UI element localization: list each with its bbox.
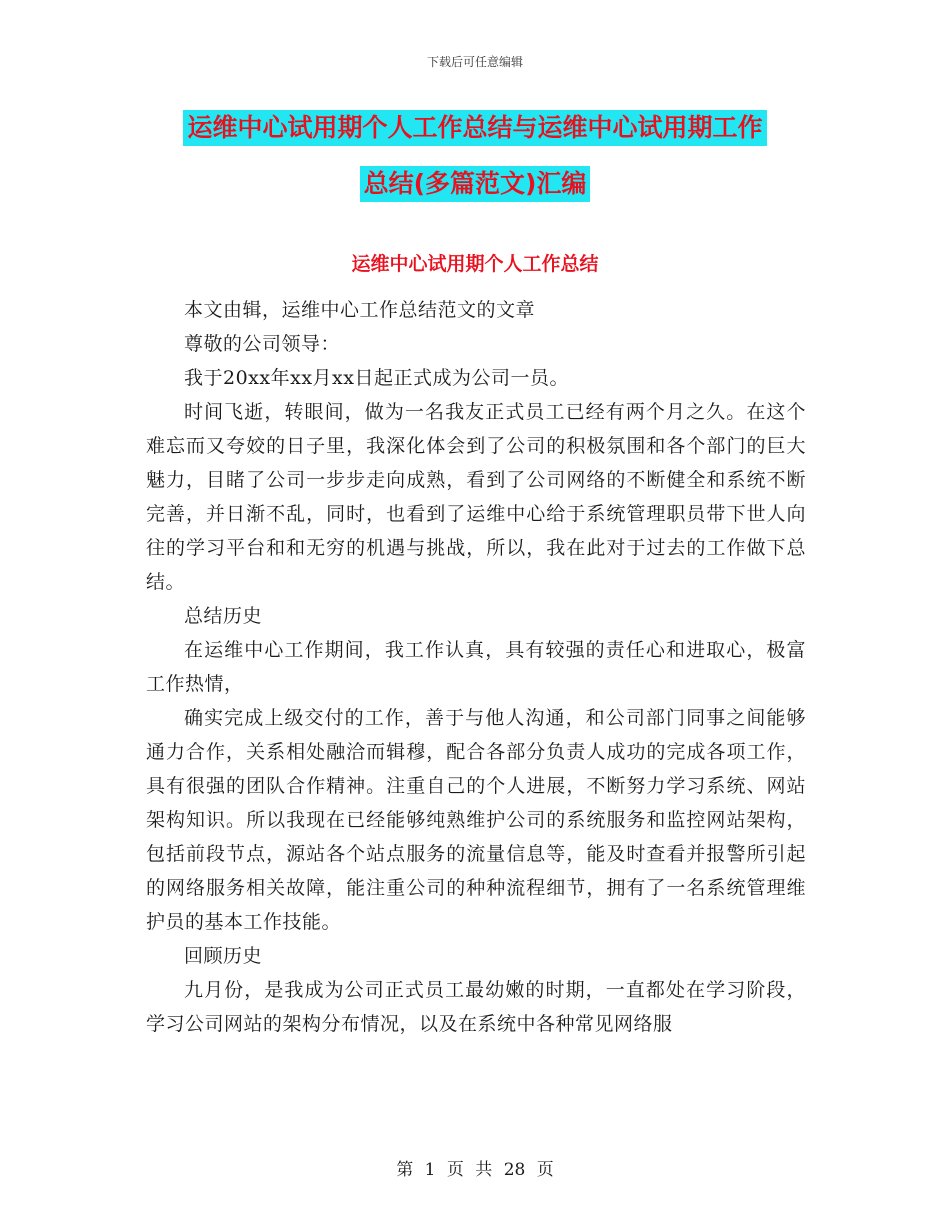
paragraph: 九月份，是我成为公司正式员工最幼嫩的时期，一直都处在学习阶段，学习公司网站的架构分布情况，以及在系统中各种常见网络服	[146, 979, 806, 1035]
section-title: 运维中心试用期个人工作总结	[351, 253, 599, 275]
paragraph: 本文由辑，运维中心工作总结范文的文章	[184, 299, 536, 321]
header-note: 下载后可任意编辑	[426, 55, 523, 69]
paragraph: 时间飞逝，转眼间，做为一名我友正式员工已经有两个月之久。在这个难忘而又夸姣的日子里，我深化体会到了公司的积极氛围和各个部门的巨大魅力，目睹了公司一步步走向成熟，看到了公司网络的不断健全和系统不断完善，并日渐不乱，同时，也看到了运维中心给于系统管理职员带下世人向往的学习平台和和无穷的机遇与挑战，所以，我在此对于过去的工作做下总结。	[146, 401, 806, 593]
document-title	[0, 110, 950, 202]
paragraph: 我于20xx年xx月xx日起正式成为公司一员。	[184, 367, 569, 389]
paragraph: 总结历史	[184, 605, 263, 627]
document-title-line-2: 总结(多篇范文)汇编	[360, 166, 591, 202]
paragraph: 在运维中心工作期间，我工作认真，具有较强的责任心和进取心，极富工作热情，	[146, 639, 806, 695]
document-title-line-1: 运维中心试用期个人工作总结与运维中心试用期工作	[183, 110, 766, 146]
paragraph: 回顾历史	[184, 945, 263, 967]
paragraph: 确实完成上级交付的工作，善于与他人沟通，和公司部门同事之间能够通力合作，关系相处融洽而辑穆，配合各部分负责人成功的完成各项工作，具有很强的团队合作精神。注重自己的个人进展，不断努力学习系统、网站架构知识。所以我现在已经能够纯熟维护公司的系统服务和监控网站架构，包括前段节点，源站各个站点服务的流量信息等，能及时查看并报警所引起的网络服务相关故障，能注重公司的种种流程细节，拥有了一名系统管理维护员的基本工作技能。	[146, 707, 806, 933]
page-footer: 第 1 页 共 28 页	[396, 1160, 554, 1180]
document-body	[146, 293, 806, 1041]
paragraph: 尊敬的公司领导：	[184, 333, 341, 355]
